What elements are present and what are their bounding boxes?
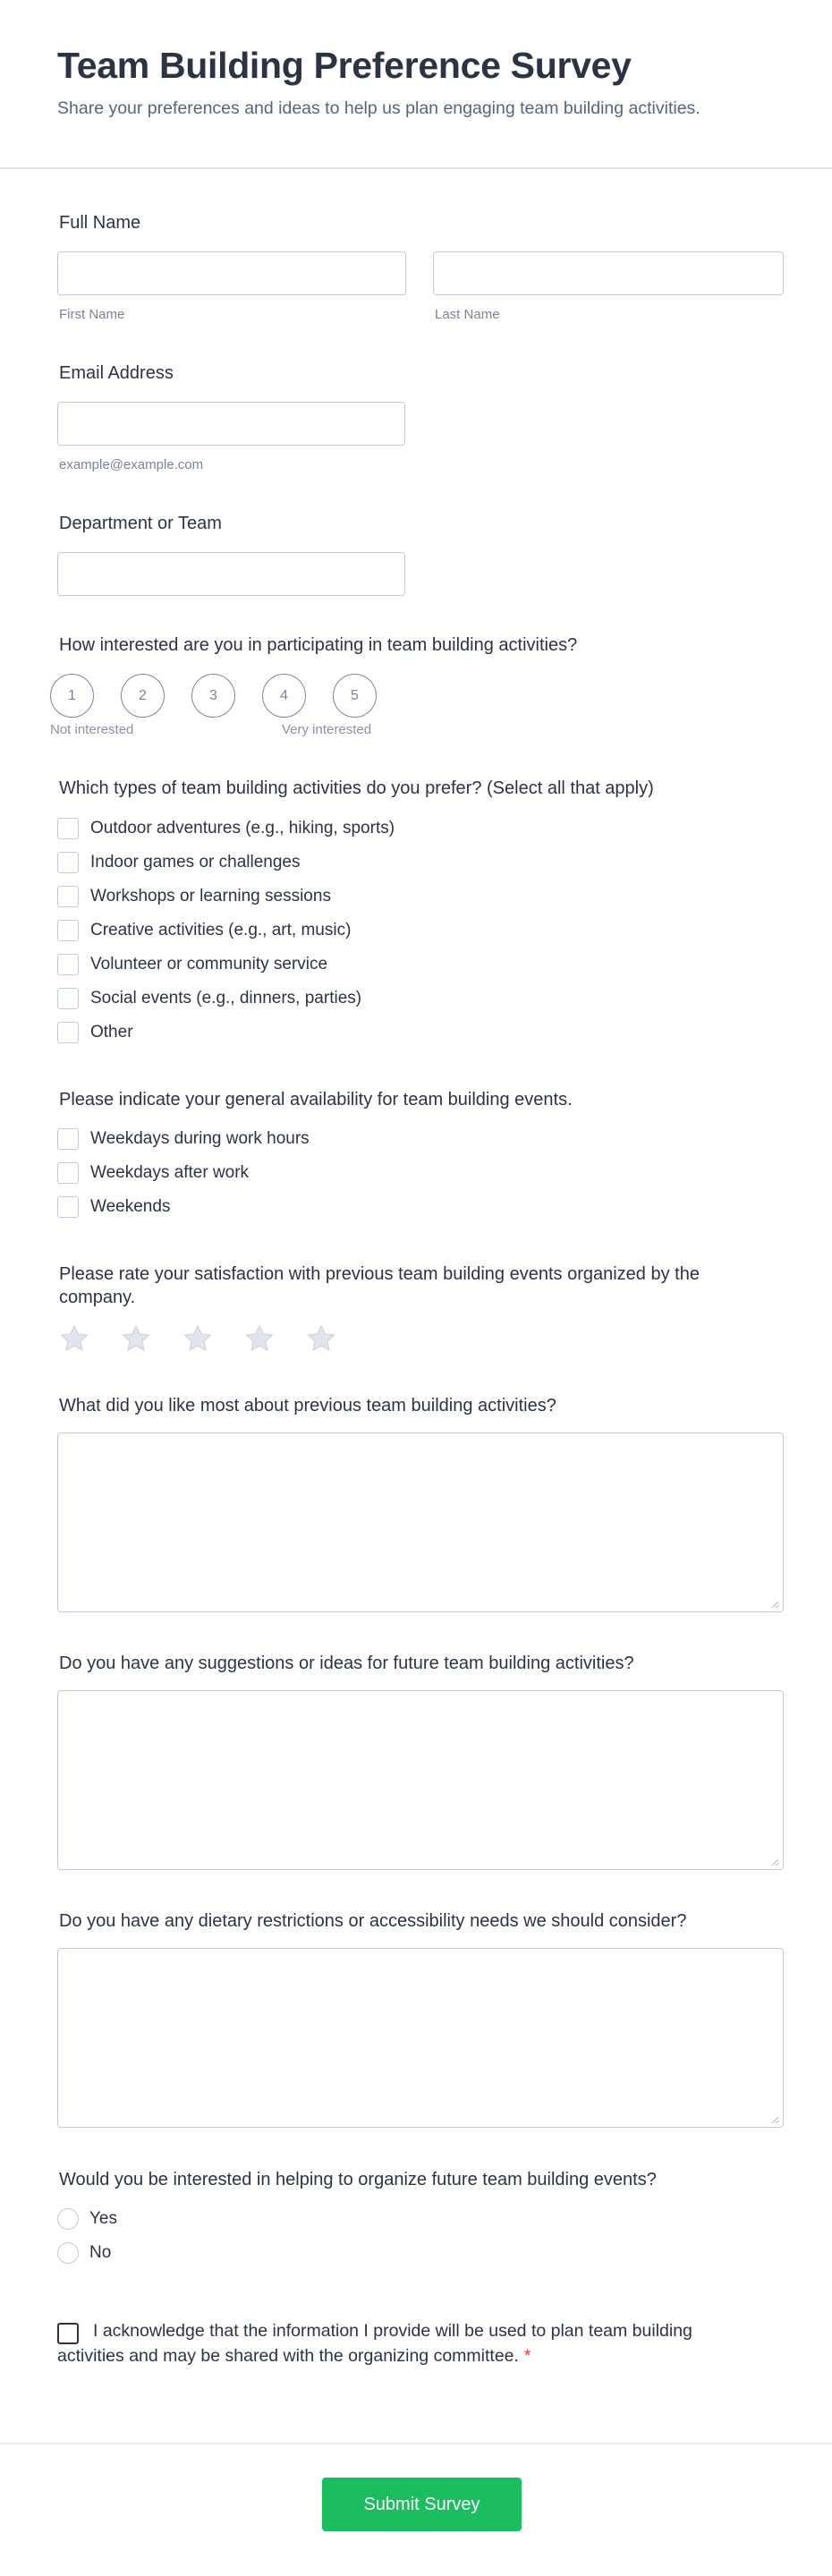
resize-handle-icon[interactable]	[771, 1858, 779, 1866]
checkbox[interactable]	[57, 852, 79, 873]
checkbox-label: Indoor games or challenges	[90, 853, 301, 871]
activity-types-label: Which types of team building activities do you prefer? (Select all that apply)	[59, 778, 654, 798]
checkbox-label: Workshops or learning sessions	[90, 887, 331, 905]
checkbox[interactable]	[57, 818, 79, 839]
star-icon[interactable]	[57, 1322, 91, 1355]
checkbox-label: Weekdays during work hours	[90, 1129, 310, 1148]
dietary-textarea[interactable]	[57, 1948, 784, 2128]
checkbox[interactable]	[57, 1196, 79, 1218]
satisfaction-label-line1: Please rate your satisfaction with previous team building events organized by the	[59, 1264, 700, 1284]
first-name-sublabel: First Name	[59, 307, 125, 322]
organize-label: Would you be interested in helping to organize future team building events?	[59, 2170, 657, 2189]
activity-option-outdoor[interactable]	[57, 817, 395, 840]
checkbox-label: Weekdays after work	[90, 1163, 250, 1182]
resize-handle-icon[interactable]	[771, 2116, 779, 2124]
header-divider	[0, 167, 832, 169]
last-name-sublabel: Last Name	[435, 307, 500, 322]
radio-label: No	[89, 2243, 112, 2262]
checkbox-label: Weekends	[90, 1197, 171, 1216]
liked-most-label: What did you like most about previous team building activities?	[59, 1396, 556, 1416]
department-input[interactable]	[57, 552, 405, 596]
first-name-input[interactable]	[57, 251, 406, 295]
checkbox-label: Social events (e.g., dinners, parties)	[90, 989, 362, 1007]
last-name-input[interactable]	[433, 251, 784, 295]
checkbox-label: Volunteer or community service	[90, 955, 328, 973]
star-icon[interactable]	[304, 1322, 338, 1355]
acknowledgement-text: I acknowledge that the information I provide will be used to plan team building activities and may be shared with the organizing committee.	[57, 2321, 692, 2366]
page-title: Team Building Preference Survey	[57, 45, 632, 86]
activity-option-creative[interactable]	[57, 919, 351, 942]
availability-option-after-work[interactable]	[57, 1161, 249, 1185]
interest-option-1[interactable]: 1	[50, 674, 94, 718]
checkbox[interactable]	[57, 920, 79, 941]
resize-handle-icon[interactable]	[771, 1601, 779, 1609]
radio-button[interactable]	[57, 2242, 79, 2264]
star-rating	[57, 1322, 338, 1355]
star-icon[interactable]	[181, 1322, 215, 1355]
checkbox[interactable]	[57, 954, 79, 975]
checkbox[interactable]	[57, 988, 79, 1009]
checkbox-label: Other	[90, 1023, 133, 1041]
activity-option-social[interactable]	[57, 987, 361, 1010]
interest-option-2[interactable]: 2	[121, 674, 165, 718]
activity-option-workshops[interactable]	[57, 885, 331, 908]
activity-option-other[interactable]	[57, 1021, 133, 1044]
email-input[interactable]	[57, 402, 405, 446]
page-subtitle: Share your preferences and ideas to help us plan engaging team building activities.	[57, 98, 700, 118]
organize-option-yes[interactable]	[57, 2207, 117, 2231]
radio-label: Yes	[89, 2209, 117, 2228]
checkbox-label: Outdoor adventures (e.g., hiking, sports)	[90, 819, 395, 837]
activity-option-indoor[interactable]	[57, 851, 300, 874]
email-sublabel: example@example.com	[59, 457, 204, 472]
availability-option-weekends[interactable]	[57, 1195, 170, 1219]
department-label: Department or Team	[59, 514, 222, 533]
checkbox[interactable]	[57, 1128, 79, 1150]
satisfaction-label-line2: company.	[59, 1288, 136, 1307]
interest-option-4[interactable]: 4	[262, 674, 306, 718]
acknowledgement-label	[57, 2318, 701, 2368]
suggestions-label: Do you have any suggestions or ideas for future team building activities?	[59, 1654, 634, 1673]
interest-label: How interested are you in participating in team building activities?	[59, 635, 578, 655]
footer-divider	[0, 2443, 832, 2444]
interest-option-5[interactable]: 5	[333, 674, 377, 718]
checkbox[interactable]	[57, 1162, 79, 1184]
interest-max-caption: Very interested	[282, 722, 372, 737]
star-icon[interactable]	[119, 1322, 153, 1355]
full-name-label: Full Name	[59, 213, 141, 233]
radio-button[interactable]	[57, 2208, 79, 2230]
interest-min-caption: Not interested	[50, 722, 134, 737]
email-label: Email Address	[59, 363, 174, 383]
liked-most-textarea[interactable]	[57, 1433, 784, 1612]
checkbox[interactable]	[57, 886, 79, 907]
interest-option-3[interactable]: 3	[191, 674, 235, 718]
star-icon[interactable]	[242, 1322, 276, 1355]
submit-survey-button[interactable]: Submit Survey	[322, 2478, 522, 2531]
checkbox[interactable]	[57, 1022, 79, 1043]
organize-option-no[interactable]	[57, 2241, 111, 2265]
required-asterisk: *	[523, 2346, 531, 2366]
suggestions-textarea[interactable]	[57, 1690, 784, 1870]
activity-option-volunteer[interactable]	[57, 953, 327, 976]
dietary-label: Do you have any dietary restrictions or accessibility needs we should consider?	[59, 1911, 687, 1931]
availability-option-work-hours[interactable]	[57, 1127, 310, 1151]
checkbox-label: Creative activities (e.g., art, music)	[90, 921, 352, 939]
availability-label: Please indicate your general availability for team building events.	[59, 1090, 573, 1109]
satisfaction-label	[59, 1262, 700, 1309]
